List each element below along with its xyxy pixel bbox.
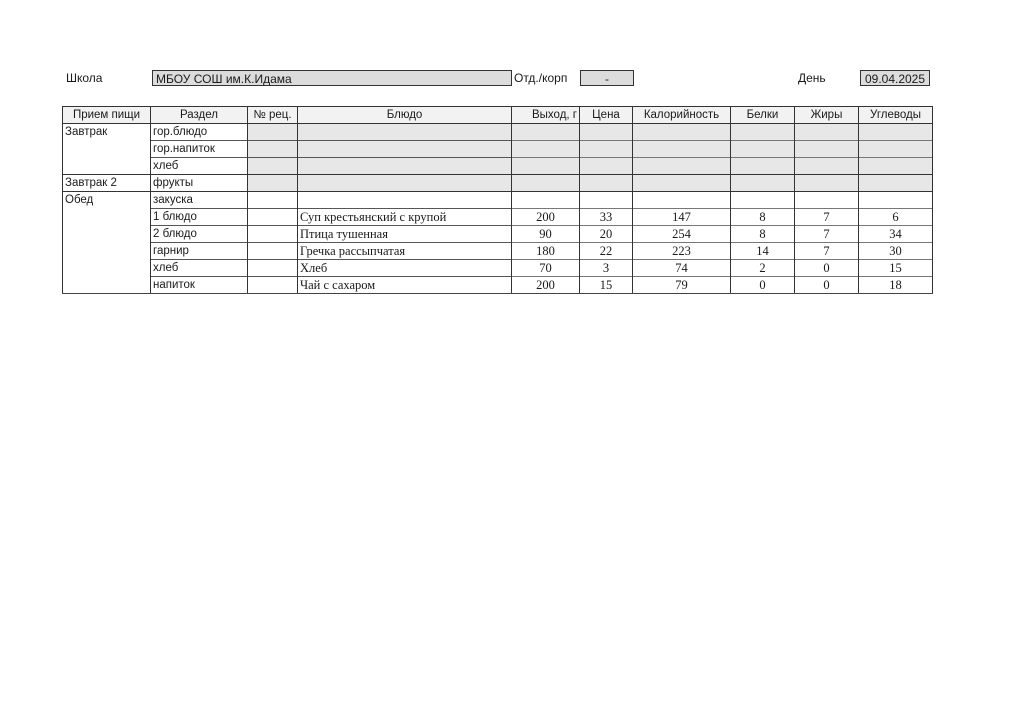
col-header-price: Цена: [580, 107, 633, 124]
fat-cell[interactable]: 0: [795, 277, 859, 294]
recipe-cell[interactable]: [248, 260, 298, 277]
price-cell[interactable]: 33: [580, 209, 633, 226]
recipe-cell[interactable]: [248, 226, 298, 243]
table-row: [63, 192, 933, 209]
kcal-cell[interactable]: [633, 158, 731, 175]
dish-cell[interactable]: Хлеб: [298, 260, 512, 277]
section-cell: хлеб: [151, 260, 248, 277]
fat-cell[interactable]: 7: [795, 243, 859, 260]
col-header-carbs: Углеводы: [859, 107, 933, 124]
carbs-cell[interactable]: 34: [859, 226, 933, 243]
section-cell: гарнир: [151, 243, 248, 260]
table-row: [63, 277, 933, 294]
fat-cell[interactable]: [795, 124, 859, 141]
protein-cell[interactable]: [731, 192, 795, 209]
school-field[interactable]: МБОУ СОШ им.К.Идама: [152, 70, 512, 86]
table-row: [63, 158, 933, 175]
table-row: [63, 175, 933, 192]
recipe-cell[interactable]: [248, 175, 298, 192]
kcal-cell[interactable]: 223: [633, 243, 731, 260]
section-cell: фрукты: [151, 175, 248, 192]
section-cell: 1 блюдо: [151, 209, 248, 226]
dish-cell[interactable]: [298, 124, 512, 141]
table-row: [63, 124, 933, 141]
table-row: [63, 226, 933, 243]
weight-cell[interactable]: [512, 158, 580, 175]
weight-cell[interactable]: [512, 175, 580, 192]
meal-cell: [63, 260, 151, 277]
dish-cell[interactable]: [298, 158, 512, 175]
dish-cell[interactable]: [298, 141, 512, 158]
table-header-row: [63, 107, 933, 124]
protein-cell[interactable]: 8: [731, 209, 795, 226]
carbs-cell[interactable]: 15: [859, 260, 933, 277]
kcal-cell[interactable]: [633, 175, 731, 192]
recipe-cell[interactable]: [248, 243, 298, 260]
weight-cell[interactable]: [512, 192, 580, 209]
price-cell[interactable]: 15: [580, 277, 633, 294]
weight-cell[interactable]: 180: [512, 243, 580, 260]
protein-cell[interactable]: [731, 175, 795, 192]
menu-table: [62, 106, 933, 294]
day-label: День: [798, 71, 826, 85]
section-cell: напиток: [151, 277, 248, 294]
kcal-cell[interactable]: 147: [633, 209, 731, 226]
kcal-cell[interactable]: [633, 192, 731, 209]
col-header-protein: Белки: [731, 107, 795, 124]
recipe-cell[interactable]: [248, 209, 298, 226]
fat-cell[interactable]: 7: [795, 209, 859, 226]
fat-cell[interactable]: [795, 158, 859, 175]
protein-cell[interactable]: 0: [731, 277, 795, 294]
section-cell: гор.блюдо: [151, 124, 248, 141]
col-header-kcal: Калорийность: [633, 107, 731, 124]
meal-cell: [63, 141, 151, 158]
meal-cell: [63, 158, 151, 175]
weight-cell[interactable]: 70: [512, 260, 580, 277]
meal-cell: Завтрак: [63, 124, 151, 141]
col-header-dish: Блюдо: [298, 107, 512, 124]
day-field[interactable]: 09.04.2025: [860, 70, 930, 86]
dept-field[interactable]: -: [580, 70, 634, 86]
protein-cell[interactable]: 14: [731, 243, 795, 260]
meal-cell: [63, 243, 151, 260]
recipe-cell[interactable]: [248, 277, 298, 294]
section-cell: хлеб: [151, 158, 248, 175]
table-row: [63, 141, 933, 158]
meal-cell: [63, 209, 151, 226]
protein-cell[interactable]: 2: [731, 260, 795, 277]
protein-cell[interactable]: [731, 141, 795, 158]
dish-cell[interactable]: Гречка рассыпчатая: [298, 243, 512, 260]
dish-cell[interactable]: [298, 192, 512, 209]
carbs-cell[interactable]: 30: [859, 243, 933, 260]
price-cell[interactable]: 3: [580, 260, 633, 277]
fat-cell[interactable]: [795, 192, 859, 209]
fat-cell[interactable]: [795, 175, 859, 192]
weight-cell[interactable]: 90: [512, 226, 580, 243]
recipe-cell[interactable]: [248, 158, 298, 175]
kcal-cell[interactable]: 74: [633, 260, 731, 277]
carbs-cell[interactable]: [859, 175, 933, 192]
col-header-recipe: № рец.: [248, 107, 298, 124]
weight-cell[interactable]: 200: [512, 209, 580, 226]
section-cell: 2 блюдо: [151, 226, 248, 243]
weight-cell[interactable]: 200: [512, 277, 580, 294]
dish-cell[interactable]: Суп крестьянский с крупой: [298, 209, 512, 226]
dish-cell[interactable]: Птица тушенная: [298, 226, 512, 243]
meal-cell: [63, 226, 151, 243]
table-row: [63, 260, 933, 277]
col-header-fat: Жиры: [795, 107, 859, 124]
recipe-cell[interactable]: [248, 192, 298, 209]
price-cell[interactable]: [580, 175, 633, 192]
carbs-cell[interactable]: [859, 158, 933, 175]
price-cell[interactable]: [580, 192, 633, 209]
col-header-weight: Выход, г: [512, 107, 580, 124]
weight-cell[interactable]: [512, 124, 580, 141]
school-label: Школа: [66, 71, 103, 85]
price-cell[interactable]: [580, 124, 633, 141]
meal-cell: [63, 277, 151, 294]
carbs-cell[interactable]: [859, 124, 933, 141]
fat-cell[interactable]: 0: [795, 260, 859, 277]
fat-cell[interactable]: 7: [795, 226, 859, 243]
carbs-cell[interactable]: [859, 141, 933, 158]
table-row: [63, 243, 933, 260]
kcal-cell[interactable]: [633, 124, 731, 141]
price-cell[interactable]: 22: [580, 243, 633, 260]
meal-cell: Обед: [63, 192, 151, 209]
kcal-cell[interactable]: 254: [633, 226, 731, 243]
recipe-cell[interactable]: [248, 124, 298, 141]
kcal-cell[interactable]: 79: [633, 277, 731, 294]
carbs-cell[interactable]: [859, 192, 933, 209]
weight-cell[interactable]: [512, 141, 580, 158]
protein-cell[interactable]: [731, 158, 795, 175]
section-cell: гор.напиток: [151, 141, 248, 158]
price-cell[interactable]: [580, 141, 633, 158]
fat-cell[interactable]: [795, 141, 859, 158]
dish-cell[interactable]: [298, 175, 512, 192]
protein-cell[interactable]: 8: [731, 226, 795, 243]
kcal-cell[interactable]: [633, 141, 731, 158]
meal-cell: Завтрак 2: [63, 175, 151, 192]
carbs-cell[interactable]: 6: [859, 209, 933, 226]
col-header-section: Раздел: [151, 107, 248, 124]
price-cell[interactable]: 20: [580, 226, 633, 243]
protein-cell[interactable]: [731, 124, 795, 141]
col-header-meal: Прием пищи: [63, 107, 151, 124]
section-cell: закуска: [151, 192, 248, 209]
carbs-cell[interactable]: 18: [859, 277, 933, 294]
price-cell[interactable]: [580, 158, 633, 175]
dept-label: Отд./корп: [514, 71, 568, 85]
dish-cell[interactable]: Чай с сахаром: [298, 277, 512, 294]
recipe-cell[interactable]: [248, 141, 298, 158]
table-row: [63, 209, 933, 226]
